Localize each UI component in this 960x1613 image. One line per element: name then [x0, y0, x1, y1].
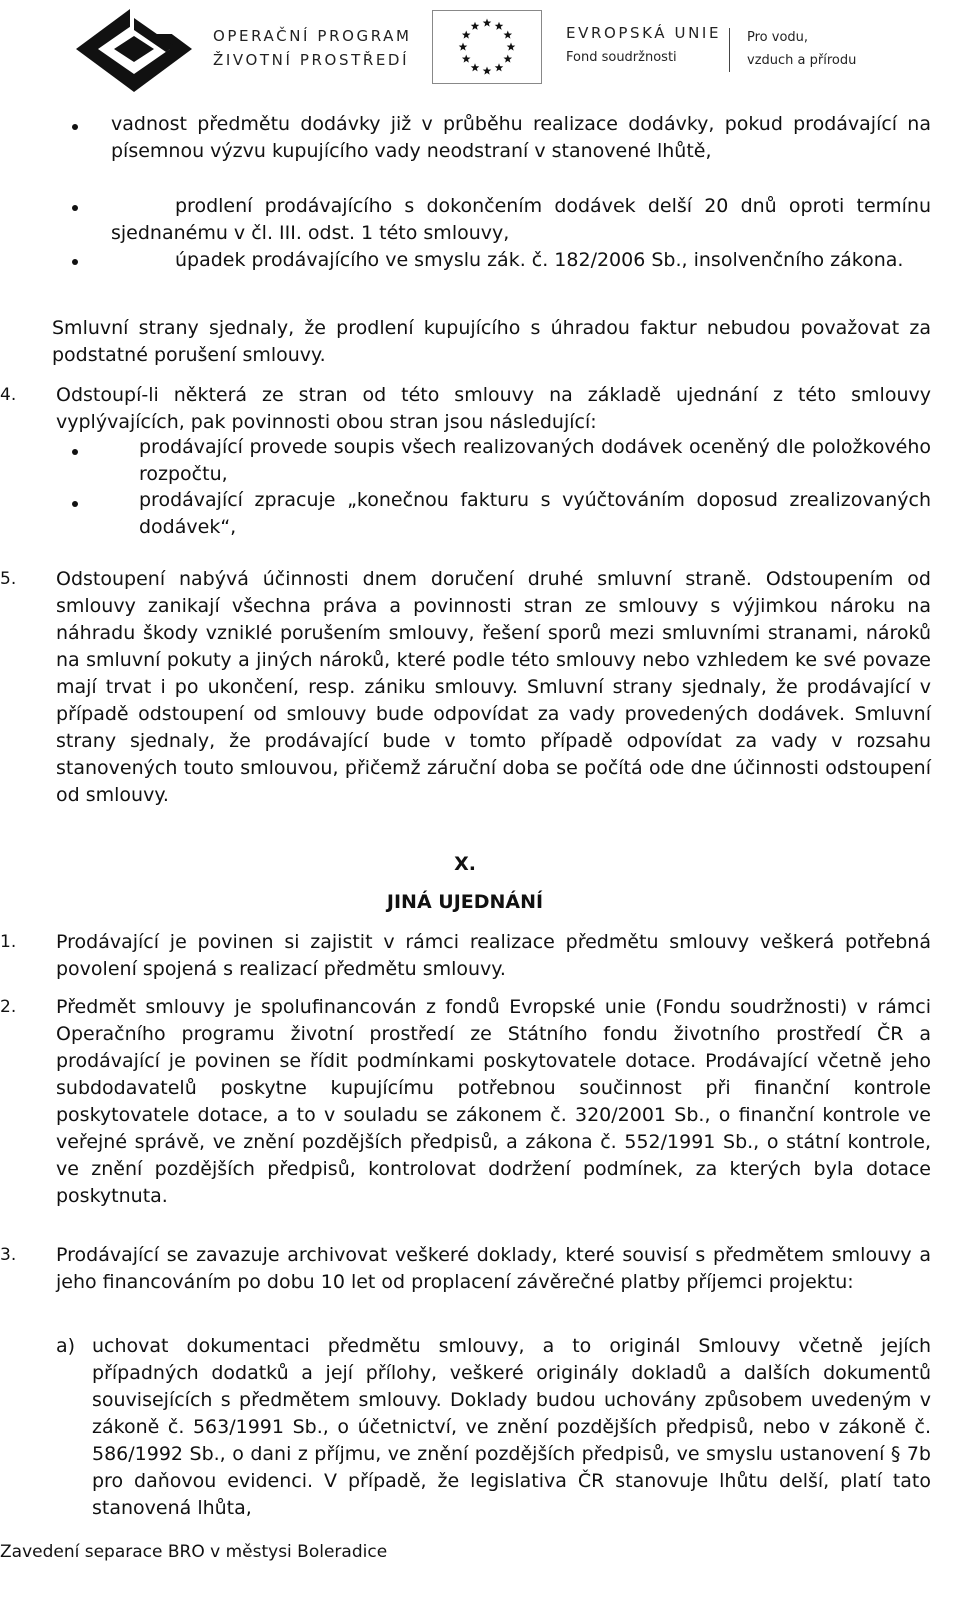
item-text: Předmět smlouvy je spolufinancován z fondů Evropské unie (Fondu soudržnosti) v rámci Operačního programu životní prostředí ze Státního fondu životního prostředí ČR a prodávající je povinen se řídit podmínkami poskytovatele dotace. Prodávající včetně jeho subdodavatelů poskytne kupujícímu potřebnou součinnost při finanční kontrole poskytovatele dotace, a to v souladu se zákonem č. 320/2001 Sb., o finanční kontrole ve veřejné správě, ve znění pozdějších předpisů, a zákona č. 552/1991 Sb., o státní kontrole, ve znění pozdějších předpisů, kontrolovat dodržení podmínek, za kterých byla dotace poskytnuta.	[56, 996, 931, 1207]
bullet-icon	[72, 501, 78, 507]
page-header	[0, 0, 960, 100]
eu-star-icon	[471, 22, 480, 30]
eu-star-icon	[504, 31, 513, 39]
bullet-icon	[72, 259, 78, 265]
bullet-text: prodlení prodávajícího s dokončením dodávek delší 20 dnů oproti termínu sjednanému v čl. III. odst. 1 této smlouvy,	[111, 195, 931, 244]
bullet-icon	[72, 449, 78, 455]
eu-star-icon	[495, 63, 504, 71]
item-text: Prodávající je povinen si zajistit v rámci realizace předmětu smlouvy veškerá potřebná povolení spojená s realizací předmětu smlouvy.	[56, 931, 931, 980]
program-line1: OPERAČNÍ PROGRAM	[213, 27, 412, 45]
item-text: Prodávající se zavazuje archivovat veškeré doklady, které souvisí s předmětem smlouvy a jeho financováním po dobu 10 let od proplacení závěrečné platby příjemci projektu:	[56, 1244, 931, 1293]
eu-star-icon	[483, 67, 492, 75]
eu-star-icon	[462, 31, 471, 39]
eu-star-icon	[507, 43, 516, 51]
program-name	[213, 24, 412, 72]
motto-line2: vzduch a přírodu	[747, 53, 857, 68]
bullet-text: úpadek prodávajícího ve smyslu zák. č. 182/2006 Sb., insolvenčního zákona.	[175, 249, 904, 271]
paragraph: Smluvní strany sjednaly, že prodlení kupujícího s úhradou faktur nebudou považovat za podstatné porušení smlouvy.	[52, 317, 931, 366]
bullet-icon	[72, 124, 78, 130]
eu-flag-icon	[432, 10, 542, 84]
opzp-logo-icon	[74, 4, 194, 94]
item-text: Odstoupí-li některá ze stran od této smlouvy na základě ujednání z této smlouvy vyplývajících, pak povinnosti obou stran jsou následující:	[56, 384, 931, 433]
bullet-text: vadnost předmětu dodávky již v průběhu realizace dodávky, pokud prodávající na písemnou výzvu kupujícího vady neodstraní v stanovené lhůtě,	[111, 113, 931, 162]
eu-star-icon	[459, 43, 468, 51]
bullet-text: prodávající provede soupis všech realizovaných dodávek oceněný dle položkového rozpočtu,	[139, 436, 931, 485]
item-number: 3.	[0, 1245, 17, 1265]
item-text: Odstoupení nabývá účinnosti dnem doručení druhé smluvní straně. Odstoupením od smlouvy zanikají všechna práva a povinnosti stran ze smlouvy s výjimkou nároku na náhradu škody vzniklé porušením smlouvy, řešení sporů mezi smluvními stranami, nároků na smluvní pokuty a jiných nároků, které podle této smlouvy nebo vzhledem ke své povaze mají trvat i po ukončení, resp. zániku smlouvy. Smluvní strany sjednaly, že prodávající v případě odstoupení od smlouvy bude odpovídat za vady provedených dodávek. Smluvní strany sjednaly, že prodávající bude v tomto případě odpovídat za vady v rozsahu stanovených touto smlouvou, přičemž záruční doba se počítá ode dne účinnosti odstoupení od smlouvy.	[56, 568, 931, 806]
bullet-icon	[72, 205, 78, 211]
eu-star-icon	[483, 19, 492, 27]
motto	[747, 26, 856, 72]
item-number: 2.	[0, 997, 17, 1017]
item-number: 1.	[0, 932, 17, 952]
eu-star-icon	[471, 63, 480, 71]
program-line2: ŽIVOTNÍ PROSTŘEDÍ	[213, 51, 410, 69]
section-title: JINÁ UJEDNÁNÍ	[386, 891, 544, 913]
header-divider	[729, 28, 730, 72]
section-number: X.	[454, 853, 476, 875]
subitem-label: a)	[56, 1335, 76, 1357]
item-number: 4.	[0, 385, 17, 405]
eu-star-icon	[495, 22, 504, 30]
item-number: 5.	[0, 569, 17, 589]
bullet-text: prodávající zpracuje „konečnou fakturu s vyúčtováním doposud zrealizovaných dodávek“,	[139, 489, 931, 538]
motto-line1: Pro vodu,	[747, 30, 809, 45]
subitem-text: uchovat dokumentaci předmětu smlouvy, a to originál Smlouvy včetně jejích případných dodatků a její přílohy, veškeré originály dokladů a dalších dokumentů souvisejících s předmětem smlouvy. Doklady budou uchovány způsobem uvedeným v zákoně č. 563/1991 Sb., o účetnictví, ve znění pozdějších předpisů, nebo v zákoně č. 586/1992 Sb., o dani z příjmu, ve znění pozdějších předpisů, ve smyslu ustanovení § 7b pro daňovou evidenci. V případě, že legislativa ČR stanovuje lhůtu delší, platí tato stanovená lhůta,	[92, 1335, 931, 1519]
eu-star-icon	[504, 55, 513, 63]
eu-fund: Fond soudržnosti	[566, 50, 677, 65]
eu-title: EVROPSKÁ UNIE	[566, 24, 722, 42]
eu-star-icon	[462, 55, 471, 63]
page-footer: Zavedení separace BRO v městysi Boleradice	[0, 1542, 388, 1562]
